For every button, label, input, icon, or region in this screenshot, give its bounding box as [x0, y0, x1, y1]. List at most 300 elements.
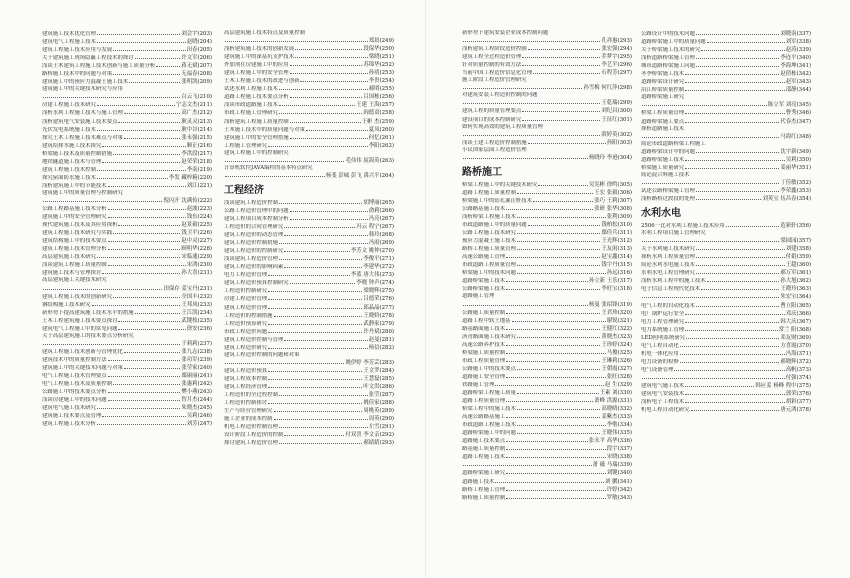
- toc-entry[interactable]: [42, 109, 212, 117]
- toc-entry-title: 地铁隧道施工技术与管理: [42, 158, 102, 165]
- toc-entry[interactable]: [224, 383, 394, 391]
- toc-entry-title: 简论水利水电施工技术: [641, 262, 695, 269]
- toc-entry[interactable]: [42, 38, 212, 46]
- toc-entry[interactable]: [462, 139, 632, 147]
- toc-entry[interactable]: [641, 277, 811, 285]
- toc-entry-title: 关于桥梁施工技术的研究: [641, 47, 701, 54]
- toc-entry[interactable]: [462, 116, 632, 124]
- toc-entry-author-page: 王乾瑞(299): [601, 100, 632, 107]
- toc-entry[interactable]: [42, 340, 212, 348]
- dot-leader: [685, 118, 779, 123]
- dot-leader: [290, 207, 368, 212]
- dot-leader: [522, 107, 600, 112]
- toc-entry[interactable]: [462, 494, 632, 502]
- toc-entry-title: 市政道路工程施工技术: [462, 422, 516, 429]
- toc-entry[interactable]: [641, 109, 811, 117]
- toc-entry[interactable]: [224, 77, 394, 85]
- toc-entry[interactable]: [462, 333, 632, 341]
- toc-entry[interactable]: [641, 86, 811, 94]
- toc-entry[interactable]: [42, 348, 212, 356]
- toc-entry[interactable]: [641, 187, 811, 195]
- toc-entry[interactable]: [224, 215, 394, 223]
- toc-entry-author-page: 张利(309): [606, 213, 632, 220]
- toc-entry-author-page: 马俊(325): [606, 349, 632, 356]
- toc-entry[interactable]: [462, 37, 632, 45]
- toc-entry[interactable]: [224, 223, 394, 231]
- toc-entry[interactable]: [641, 390, 811, 398]
- toc-entry[interactable]: [42, 325, 212, 333]
- toc-entry[interactable]: [42, 301, 212, 309]
- dot-leader: [108, 388, 181, 393]
- toc-entry[interactable]: [224, 69, 394, 77]
- toc-entry[interactable]: [42, 197, 212, 205]
- toc-entry[interactable]: [462, 277, 632, 285]
- toc-entry[interactable]: [641, 141, 811, 148]
- toc-entry[interactable]: [224, 61, 394, 69]
- toc-entry-author-page: 高广杰(212): [181, 110, 212, 117]
- dot-leader: [268, 304, 362, 309]
- toc-entry[interactable]: [42, 166, 212, 174]
- toc-entry[interactable]: [42, 134, 212, 142]
- toc-entry-author-page: 周桃英(289): [363, 408, 394, 415]
- toc-entry[interactable]: [462, 381, 632, 389]
- toc-entry[interactable]: [462, 317, 632, 325]
- toc-entry[interactable]: [641, 148, 811, 156]
- toc-entry-title: 关于水利施工技术研究: [641, 246, 695, 253]
- toc-entry[interactable]: [42, 213, 212, 221]
- toc-entry[interactable]: [42, 182, 212, 190]
- toc-entry-title: 浅析建筑电气安装施工技术要点: [42, 118, 118, 125]
- toc-entry[interactable]: [224, 93, 394, 101]
- toc-entry[interactable]: [42, 420, 212, 428]
- toc-entry-author-page: 赵宝鑫(314): [601, 254, 632, 261]
- toc-entry[interactable]: [641, 30, 811, 38]
- toc-entry-title: 土木施工技术中的质量问题与对策: [224, 126, 305, 133]
- toc-entry-author-page: 张研 张华(308): [594, 205, 632, 212]
- toc-entry[interactable]: [462, 453, 632, 461]
- dot-leader: [43, 285, 162, 290]
- toc-entry[interactable]: [641, 237, 811, 245]
- toc-entry-author-page: 黄晓杰(323): [601, 333, 632, 340]
- dot-leader: [225, 172, 325, 177]
- toc-entry[interactable]: [462, 189, 632, 197]
- toc-entry[interactable]: [641, 302, 811, 310]
- toc-entry[interactable]: [462, 147, 632, 154]
- toc-entry[interactable]: [224, 231, 394, 239]
- toc-entry[interactable]: [462, 92, 632, 99]
- toc-entry[interactable]: [42, 30, 212, 38]
- toc-entry[interactable]: [224, 328, 394, 336]
- toc-entry-title: 探究屋面防水施工技术: [42, 174, 96, 181]
- toc-entry[interactable]: [224, 367, 394, 375]
- toc-entry-title: 电气工程的自动化技术: [641, 302, 695, 309]
- toc-entry[interactable]: [462, 99, 632, 107]
- toc-entry[interactable]: [42, 277, 212, 284]
- toc-entry[interactable]: [462, 349, 632, 357]
- toc-entry-author-page: 刘键(340): [606, 470, 632, 477]
- toc-entry[interactable]: [462, 437, 632, 445]
- toc-entry[interactable]: [224, 30, 394, 37]
- dot-leader: [97, 404, 180, 409]
- toc-entry[interactable]: [641, 285, 811, 293]
- dot-leader: [290, 215, 368, 220]
- toc-entry[interactable]: [224, 352, 394, 359]
- toc-entry[interactable]: [462, 77, 632, 84]
- toc-entry[interactable]: [224, 239, 394, 247]
- toc-entry[interactable]: [42, 93, 212, 101]
- toc-entry[interactable]: [462, 213, 632, 221]
- toc-entry-title: 工程造价控制探讨: [224, 400, 268, 407]
- page-gutter: [425, 0, 426, 578]
- dot-leader: [268, 287, 362, 292]
- toc-entry[interactable]: [462, 84, 632, 92]
- toc-entry[interactable]: [462, 197, 632, 205]
- toc-entry[interactable]: [462, 357, 632, 365]
- toc-entry[interactable]: [462, 405, 632, 413]
- toc-entry[interactable]: [224, 109, 394, 117]
- toc-entry[interactable]: [462, 413, 632, 421]
- dot-leader: [268, 399, 362, 404]
- toc-entry[interactable]: [224, 255, 394, 263]
- toc-entry[interactable]: [462, 293, 632, 300]
- toc-entry[interactable]: [42, 70, 212, 78]
- toc-entry[interactable]: [42, 285, 212, 293]
- toc-entry[interactable]: [641, 261, 811, 269]
- toc-entry-author-page: 孙雪梅 何红萍(298): [583, 85, 632, 92]
- toc-entry[interactable]: [641, 172, 811, 179]
- dot-leader: [495, 381, 604, 386]
- toc-entry[interactable]: [462, 124, 632, 131]
- toc-entry[interactable]: [42, 205, 212, 213]
- toc-entry-title: 工程造价的控制措施: [224, 312, 273, 319]
- toc-entry[interactable]: [641, 245, 811, 253]
- toc-entry[interactable]: [462, 69, 632, 77]
- toc-entry[interactable]: [641, 230, 811, 237]
- toc-entry[interactable]: [42, 142, 212, 150]
- toc-entry-author-page: 苏锦华(252): [363, 62, 394, 69]
- toc-entry-title: 道路工程施工技术: [462, 454, 506, 461]
- toc-entry-title: 道路施工安全管理: [462, 373, 506, 380]
- toc-entry[interactable]: [42, 404, 212, 412]
- dot-leader: [102, 142, 185, 147]
- toc-entry-title: 市政工程施工管理研究: [224, 110, 278, 117]
- toc-entry[interactable]: [42, 46, 212, 54]
- toc-entry[interactable]: [224, 172, 394, 180]
- toc-entry-title: 建筑施工中的关键技术问题与对策: [42, 364, 123, 371]
- toc-entry[interactable]: [42, 86, 212, 93]
- toc-entry[interactable]: [641, 156, 811, 164]
- toc-entry[interactable]: [224, 118, 394, 126]
- dot-leader: [295, 45, 362, 50]
- toc-entry[interactable]: [641, 334, 811, 342]
- toc-entry[interactable]: [462, 341, 632, 349]
- toc-entry[interactable]: [224, 439, 394, 447]
- toc-entry[interactable]: [224, 150, 394, 157]
- toc-entry-author-page: 李贵(254): [368, 78, 394, 85]
- toc-entry[interactable]: [462, 30, 632, 37]
- dot-leader: [268, 383, 362, 388]
- toc-entry[interactable]: [462, 245, 632, 253]
- toc-entry-author-page: 常兰 阳(368): [778, 326, 811, 333]
- toc-entry[interactable]: [641, 118, 811, 126]
- toc-entry-title: 道路桥梁施工技术: [462, 278, 506, 285]
- toc-entry[interactable]: [224, 37, 394, 45]
- toc-entry[interactable]: [42, 101, 212, 109]
- toc-entry[interactable]: [224, 142, 394, 150]
- toc-entry-title: 浅谈建筑工程施工质量控制: [42, 262, 107, 269]
- toc-entry[interactable]: [641, 164, 811, 172]
- toc-entry-title: 冬季桥梁施工技术: [641, 71, 685, 78]
- toc-entry-title: 公路施工中的技术要点分析: [42, 389, 107, 396]
- toc-entry[interactable]: [42, 253, 212, 261]
- toc-entry[interactable]: [641, 78, 811, 86]
- toc-entry[interactable]: [641, 195, 811, 203]
- toc-entry[interactable]: [641, 70, 811, 78]
- dot-leader: [685, 70, 779, 75]
- toc-entry[interactable]: [462, 237, 632, 245]
- toc-entry[interactable]: [224, 431, 394, 439]
- toc-entry[interactable]: [462, 301, 632, 309]
- toc-entry[interactable]: [462, 131, 632, 139]
- toc-entry[interactable]: [462, 373, 632, 381]
- toc-entry[interactable]: [42, 396, 212, 404]
- toc-entry[interactable]: [224, 199, 394, 207]
- toc-entry[interactable]: [462, 253, 632, 261]
- toc-entry[interactable]: [641, 94, 811, 101]
- toc-entry[interactable]: [462, 397, 632, 405]
- toc-entry[interactable]: [641, 38, 811, 46]
- toc-entry[interactable]: [462, 445, 632, 453]
- toc-entry[interactable]: [42, 317, 212, 325]
- dot-leader: [43, 340, 180, 345]
- toc-entry[interactable]: [641, 253, 811, 261]
- dot-leader: [642, 133, 779, 138]
- toc-entry[interactable]: [42, 269, 212, 277]
- toc-entry-author-page: 樊小燕(243): [181, 389, 212, 396]
- toc-entry[interactable]: [224, 287, 394, 295]
- toc-column-4: [641, 30, 811, 414]
- toc-entry[interactable]: [42, 356, 212, 364]
- toc-entry[interactable]: [42, 388, 212, 396]
- toc-entry[interactable]: [462, 181, 632, 189]
- toc-entry[interactable]: [42, 245, 212, 253]
- toc-entry[interactable]: [462, 53, 632, 61]
- toc-entry[interactable]: [641, 101, 811, 109]
- toc-entry[interactable]: [224, 375, 394, 383]
- toc-entry-title: 建筑工程造价的影响因素: [224, 264, 284, 271]
- toc-entry-title: 公路工程路基施工技术分析: [42, 206, 107, 213]
- toc-entry[interactable]: [224, 336, 394, 344]
- toc-entry[interactable]: [224, 312, 394, 320]
- toc-entry[interactable]: [462, 469, 632, 477]
- toc-entry[interactable]: [641, 310, 811, 318]
- toc-entry[interactable]: [224, 85, 394, 93]
- toc-entry[interactable]: [641, 342, 811, 350]
- toc-entry[interactable]: [224, 399, 394, 407]
- toc-entry[interactable]: [462, 221, 632, 229]
- toc-entry[interactable]: [224, 271, 394, 279]
- toc-entry[interactable]: [641, 358, 811, 366]
- toc-entry[interactable]: [462, 461, 632, 469]
- toc-entry[interactable]: [641, 350, 811, 358]
- toc-entry[interactable]: [224, 359, 394, 367]
- toc-entry-title: 房建工程施工技术研究: [42, 102, 96, 109]
- toc-entry[interactable]: [641, 62, 811, 70]
- toc-entry[interactable]: [42, 364, 212, 372]
- toc-entry-title: 电气工程施工技术管理要点: [42, 373, 107, 380]
- toc-entry[interactable]: [462, 205, 632, 213]
- toc-entry[interactable]: [42, 62, 212, 70]
- toc-entry[interactable]: [42, 78, 212, 86]
- toc-entry[interactable]: [224, 134, 394, 142]
- dot-leader: [506, 373, 606, 378]
- toc-entry-title: 建筑工程施工中的控制研究: [224, 149, 289, 156]
- toc-entry[interactable]: [462, 478, 632, 486]
- dot-leader: [108, 356, 181, 361]
- toc-entry-author-page: 冯雨(269): [368, 240, 394, 247]
- toc-entry[interactable]: [42, 380, 212, 388]
- dot-leader: [696, 269, 779, 274]
- toc-entry[interactable]: [224, 304, 394, 312]
- toc-entry[interactable]: [42, 190, 212, 197]
- dot-leader: [97, 30, 180, 35]
- toc-entry[interactable]: [462, 154, 632, 162]
- toc-entry-author-page: 代春杰(347): [780, 118, 811, 125]
- toc-entry[interactable]: [641, 366, 811, 374]
- toc-entry-author-page: 邵静(344): [785, 87, 811, 94]
- toc-entry[interactable]: [641, 133, 811, 141]
- toc-entry[interactable]: [42, 261, 212, 269]
- dot-leader: [124, 348, 180, 353]
- toc-entry[interactable]: [462, 45, 632, 53]
- toc-entry[interactable]: [462, 486, 632, 494]
- toc-entry[interactable]: [224, 247, 394, 255]
- toc-entry[interactable]: [641, 406, 811, 414]
- dot-leader: [506, 341, 600, 346]
- toc-entry-author-page: 孔祥惠(293): [601, 38, 632, 45]
- toc-entry-author-page: 刘晓南(337): [780, 31, 811, 37]
- toc-entry-title: 电力设备的检修: [641, 358, 679, 365]
- toc-entry[interactable]: [462, 325, 632, 333]
- toc-entry[interactable]: [224, 53, 394, 61]
- toc-entry[interactable]: [462, 61, 632, 69]
- toc-entry[interactable]: [224, 263, 394, 271]
- toc-entry[interactable]: [462, 261, 632, 269]
- toc-entry[interactable]: [462, 421, 632, 429]
- toc-entry[interactable]: [641, 374, 811, 382]
- toc-entry-title: 建筑工程经济管理: [224, 383, 268, 390]
- toc-entry[interactable]: [224, 126, 394, 134]
- toc-entry[interactable]: [641, 293, 811, 301]
- toc-entry[interactable]: [641, 269, 811, 277]
- toc-entry-title: 道路桥梁设计中的问题: [641, 148, 695, 155]
- toc-entry-title: 桥梁施工中的技术问题: [462, 270, 516, 277]
- toc-entry-author-page: 王健红(322): [601, 325, 632, 332]
- toc-entry[interactable]: [462, 365, 632, 373]
- toc-entry-author-page: 孙大喜(231): [181, 270, 212, 277]
- toc-entry[interactable]: [42, 150, 212, 158]
- dot-leader: [463, 131, 600, 136]
- toc-entry[interactable]: [42, 229, 212, 237]
- toc-entry-title: 路桥施工质量控制: [462, 494, 506, 501]
- toc-entry[interactable]: [224, 207, 394, 215]
- toc-entry-author-page: 冯海(371): [785, 350, 811, 357]
- toc-entry[interactable]: [462, 389, 632, 397]
- dot-leader: [522, 116, 600, 121]
- toc-entry[interactable]: [42, 412, 212, 420]
- toc-entry-title: 道路桥梁施工研究: [462, 470, 506, 477]
- dot-leader: [124, 364, 180, 369]
- toc-entry[interactable]: [224, 407, 394, 415]
- toc-entry-title: 工程造价控制研究: [224, 288, 268, 295]
- toc-entry[interactable]: [641, 382, 811, 390]
- toc-entry[interactable]: [224, 279, 394, 287]
- toc-entry[interactable]: [462, 429, 632, 437]
- toc-entry-author-page: 王珍婷(324): [601, 341, 632, 348]
- toc-entry[interactable]: [42, 126, 212, 134]
- toc-entry-title: 公路施工中的技术要点: [462, 365, 516, 372]
- toc-entry[interactable]: [224, 320, 394, 328]
- toc-entry[interactable]: [641, 46, 811, 54]
- dot-leader: [284, 263, 362, 268]
- dot-leader: [274, 312, 363, 317]
- toc-entry[interactable]: [224, 423, 394, 431]
- toc-entry[interactable]: [42, 237, 212, 245]
- toc-entry-title: 外加剂在房建施工中的应用: [224, 62, 289, 69]
- toc-entry[interactable]: [42, 221, 212, 229]
- toc-entry[interactable]: [42, 54, 212, 62]
- toc-entry[interactable]: [42, 293, 212, 301]
- toc-entry[interactable]: [42, 333, 212, 340]
- toc-entry[interactable]: [462, 107, 632, 115]
- toc-entry-author-page: 钱宇丹(315): [601, 262, 632, 269]
- dot-leader: [97, 253, 180, 258]
- toc-entry[interactable]: [641, 54, 811, 62]
- toc-entry[interactable]: [224, 157, 394, 165]
- toc-entry[interactable]: [462, 269, 632, 277]
- toc-entry[interactable]: [224, 45, 394, 53]
- toc-entry[interactable]: [641, 326, 811, 334]
- toc-entry-author-page: 赵中灵(227): [181, 238, 212, 245]
- toc-entry[interactable]: [641, 318, 811, 326]
- toc-entry-title: 浅谈房建施工中的技术问题: [42, 397, 107, 404]
- dot-leader: [102, 269, 180, 274]
- toc-entry[interactable]: [224, 295, 394, 303]
- toc-entry[interactable]: [641, 222, 811, 230]
- toc-entry[interactable]: [462, 229, 632, 237]
- toc-entry[interactable]: [224, 415, 394, 423]
- toc-entry-title: 桥梁施工技术及质量控制措施: [42, 150, 113, 157]
- toc-entry[interactable]: [641, 179, 811, 187]
- toc-entry[interactable]: [42, 309, 212, 317]
- toc-entry[interactable]: [462, 285, 632, 293]
- toc-entry-title: 土木工程建筑施工技术要点探讨: [42, 317, 118, 324]
- toc-entry[interactable]: [42, 158, 212, 166]
- toc-entry[interactable]: [42, 118, 212, 126]
- toc-entry[interactable]: [42, 174, 212, 182]
- toc-entry[interactable]: [42, 372, 212, 380]
- toc-entry[interactable]: [641, 126, 811, 133]
- toc-entry[interactable]: [224, 165, 394, 172]
- toc-entry[interactable]: [462, 309, 632, 317]
- toc-entry[interactable]: [224, 391, 394, 399]
- toc-entry[interactable]: [224, 101, 394, 109]
- toc-entry[interactable]: [224, 344, 394, 352]
- dot-leader: [696, 54, 779, 59]
- toc-entry[interactable]: [641, 398, 811, 406]
- dot-leader: [642, 101, 767, 106]
- dot-leader: [685, 109, 785, 114]
